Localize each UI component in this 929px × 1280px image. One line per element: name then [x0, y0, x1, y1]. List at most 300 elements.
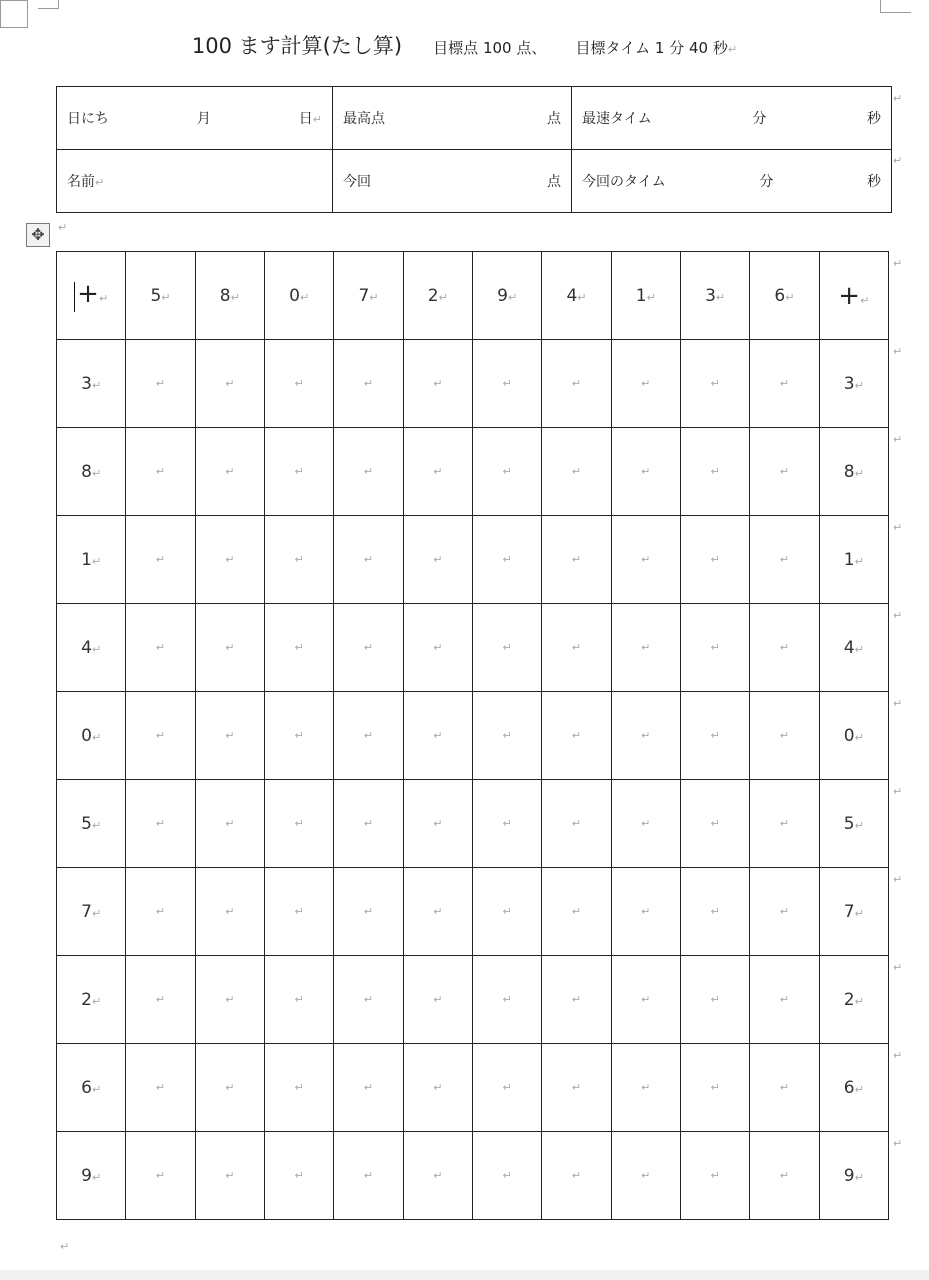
- best-time-minute-unit: 分: [752, 111, 767, 127]
- paragraph-mark-icon: ↵: [91, 1082, 102, 1096]
- row-header-cell-right[interactable]: [819, 1132, 888, 1220]
- paragraph-mark-icon: ↵: [433, 817, 443, 830]
- row-number: 4: [81, 637, 92, 658]
- current-score-unit: 点: [547, 174, 561, 190]
- row-header-cell[interactable]: [57, 868, 126, 956]
- paragraph-mark-icon: ↵: [91, 378, 102, 392]
- header-number: 9: [497, 285, 508, 306]
- answer-cell[interactable]: [195, 428, 264, 516]
- paragraph-mark-icon: ↵: [433, 729, 443, 742]
- answer-cell[interactable]: [472, 956, 541, 1044]
- paragraph-mark-icon: ↵: [91, 466, 102, 480]
- current-time-second-unit: 秒: [866, 174, 881, 190]
- answer-cell[interactable]: [334, 956, 403, 1044]
- row-header-cell-right[interactable]: [819, 516, 888, 604]
- paragraph-mark-icon: ↵: [155, 993, 166, 1006]
- paragraph-mark-icon: ↵: [715, 290, 726, 304]
- best-score-cell[interactable]: [333, 87, 572, 150]
- answer-cell[interactable]: [750, 780, 819, 868]
- row-number-right: 6: [843, 1077, 855, 1098]
- answer-cell[interactable]: [611, 428, 680, 516]
- paragraph-mark-icon: ↵: [779, 641, 790, 654]
- row-number: 8: [81, 461, 92, 482]
- grid-header-cell[interactable]: [680, 252, 749, 340]
- current-time-minute-unit: 分: [759, 174, 774, 190]
- title-main: 100 ます計算(たし算): [191, 34, 403, 58]
- paragraph-mark-icon: ↵: [710, 993, 720, 1006]
- grid-row: [57, 340, 889, 428]
- answer-cell[interactable]: [680, 516, 749, 604]
- paragraph-mark-icon: ↵: [155, 817, 166, 830]
- paragraph-mark-icon: ↵: [641, 1081, 651, 1094]
- answer-cell[interactable]: [403, 604, 472, 692]
- answer-cell[interactable]: [542, 692, 611, 780]
- answer-cell[interactable]: [472, 1132, 541, 1220]
- best-time-second-unit: 秒: [866, 111, 881, 127]
- answer-cell[interactable]: [472, 692, 541, 780]
- answer-cell[interactable]: [195, 868, 264, 956]
- paragraph-mark-icon: ↵: [363, 641, 374, 654]
- row-header-cell[interactable]: [57, 692, 126, 780]
- goal-score-text: 目標点 100 点、: [433, 39, 547, 57]
- grid-row: [57, 1044, 889, 1132]
- paragraph-mark-icon: ↵: [710, 553, 720, 566]
- paragraph-mark-icon: ↵: [710, 817, 720, 830]
- answer-cell[interactable]: [334, 868, 403, 956]
- paragraph-mark-icon: ↵: [893, 521, 903, 534]
- paragraph-mark-icon: ↵: [893, 1137, 903, 1150]
- row-number: 7: [81, 901, 92, 922]
- paragraph-mark-icon: ↵: [433, 905, 443, 918]
- best-time-cell[interactable]: [572, 87, 892, 150]
- answer-cell[interactable]: [611, 1132, 680, 1220]
- paragraph-mark-icon: ↵: [91, 994, 102, 1008]
- answer-cell[interactable]: [542, 516, 611, 604]
- grid-header-cell[interactable]: [611, 252, 680, 340]
- paragraph-mark-icon: ↵: [225, 993, 235, 1006]
- paragraph-mark-icon: ↵: [854, 906, 864, 920]
- answer-cell[interactable]: [264, 428, 333, 516]
- table-resize-handle[interactable]: [0, 0, 28, 28]
- paragraph-mark-icon: ↵: [155, 465, 166, 478]
- row-number: 9: [81, 1165, 92, 1186]
- paragraph-mark-icon: ↵: [641, 465, 651, 478]
- paragraph-mark-icon: ↵: [893, 697, 903, 710]
- answer-cell[interactable]: [403, 868, 472, 956]
- answer-cell[interactable]: [126, 604, 195, 692]
- paragraph-mark-icon: ↵: [641, 905, 651, 918]
- answer-cell[interactable]: [195, 604, 264, 692]
- paragraph-mark-icon: ↵: [433, 641, 443, 654]
- info-table: [56, 86, 892, 213]
- answer-cell[interactable]: [680, 780, 749, 868]
- paragraph-mark-icon: ↵: [225, 729, 235, 742]
- answer-cell[interactable]: [542, 1132, 611, 1220]
- paragraph-mark-icon: ↵: [299, 290, 310, 304]
- answer-cell[interactable]: [542, 340, 611, 428]
- answer-cell[interactable]: [195, 516, 264, 604]
- answer-cell[interactable]: [472, 1044, 541, 1132]
- table-move-handle-icon[interactable]: ✥: [26, 223, 50, 247]
- grid-corner-cell[interactable]: [57, 252, 126, 340]
- row-header-cell-right[interactable]: [819, 692, 888, 780]
- paragraph-mark-icon: ↵: [155, 1081, 166, 1094]
- row-number-right: 9: [843, 1165, 855, 1186]
- paragraph-mark-icon: ↵: [710, 1081, 720, 1094]
- paragraph-mark-icon: ↵: [91, 554, 102, 568]
- answer-cell[interactable]: [680, 1044, 749, 1132]
- answer-cell[interactable]: [611, 956, 680, 1044]
- answer-cell[interactable]: [750, 428, 819, 516]
- answer-cell[interactable]: [403, 1132, 472, 1220]
- paragraph-mark-icon: ↵: [779, 465, 790, 478]
- paragraph-mark-icon: ↵: [502, 1081, 512, 1094]
- answer-cell[interactable]: [334, 1044, 403, 1132]
- paragraph-mark-icon: ↵: [854, 730, 864, 744]
- page-corner-mark-top-left: [38, 0, 59, 9]
- answer-cell[interactable]: [680, 956, 749, 1044]
- row-header-cell-right[interactable]: [819, 428, 888, 516]
- paragraph-mark-icon: ↵: [363, 905, 374, 918]
- answer-cell[interactable]: [264, 1044, 333, 1132]
- answer-cell[interactable]: [195, 1132, 264, 1220]
- row-header-cell-right[interactable]: [819, 868, 888, 956]
- row-header-cell[interactable]: [57, 604, 126, 692]
- answer-cell[interactable]: [195, 956, 264, 1044]
- paragraph-mark-icon: ↵: [571, 553, 582, 566]
- paragraph-mark-icon: ↵: [641, 1169, 651, 1182]
- paragraph-mark-icon: ↵: [779, 377, 790, 390]
- paragraph-mark-icon: ↵: [363, 465, 374, 478]
- answer-cell[interactable]: [264, 516, 333, 604]
- answer-cell[interactable]: [472, 868, 541, 956]
- paragraph-mark-icon: ↵: [854, 1170, 864, 1184]
- document-title: [0, 30, 929, 60]
- grid-header-cell[interactable]: [403, 252, 472, 340]
- paragraph-mark-icon: ↵: [860, 293, 870, 307]
- paragraph-mark-icon: ↵: [779, 817, 790, 830]
- answer-cell[interactable]: [472, 604, 541, 692]
- answer-cell[interactable]: [126, 1044, 195, 1132]
- row-header-cell[interactable]: [57, 956, 126, 1044]
- paragraph-mark-icon: ↵: [571, 729, 582, 742]
- paragraph-mark-icon: ↵: [571, 641, 582, 654]
- paragraph-mark-icon: ↵: [161, 290, 171, 304]
- paragraph-mark-icon: ↵: [710, 905, 720, 918]
- row-header-cell[interactable]: [57, 340, 126, 428]
- paragraph-mark-icon: ↵: [710, 641, 720, 654]
- answer-cell[interactable]: [750, 604, 819, 692]
- paragraph-mark-icon: ↵: [438, 290, 448, 304]
- paragraph-mark-icon: ↵: [893, 345, 903, 358]
- row-header-cell-right[interactable]: [819, 340, 888, 428]
- answer-cell[interactable]: [750, 868, 819, 956]
- row-number-right: 7: [843, 901, 855, 922]
- paragraph-mark-icon: ↵: [854, 554, 864, 568]
- paragraph-mark-icon: ↵: [155, 729, 166, 742]
- paragraph-mark-icon: ↵: [433, 1081, 443, 1094]
- row-number-right: 4: [843, 637, 855, 658]
- paragraph-mark-icon: ↵: [95, 176, 105, 189]
- paragraph-mark-icon: ↵: [363, 817, 374, 830]
- paragraph-mark-icon: ↵: [91, 818, 102, 832]
- paragraph-mark-icon: ↵: [363, 377, 374, 390]
- answer-cell[interactable]: [472, 516, 541, 604]
- paragraph-mark-icon: ↵: [727, 43, 738, 56]
- paragraph-mark-icon: ↵: [710, 377, 720, 390]
- row-header-cell-right[interactable]: [819, 956, 888, 1044]
- answer-cell[interactable]: [750, 692, 819, 780]
- grid-header-cell[interactable]: [264, 252, 333, 340]
- answer-cell[interactable]: [403, 428, 472, 516]
- paragraph-mark-icon: ↵: [58, 221, 68, 234]
- paragraph-mark-icon: ↵: [433, 1169, 443, 1182]
- answer-cell[interactable]: [126, 340, 195, 428]
- row-number-right: 3: [843, 373, 855, 394]
- paragraph-mark-icon: ↵: [225, 1169, 235, 1182]
- grid-header-cell[interactable]: [334, 252, 403, 340]
- answer-cell[interactable]: [334, 604, 403, 692]
- paragraph-mark-icon: ↵: [225, 553, 235, 566]
- answer-cell[interactable]: [334, 340, 403, 428]
- row-header-cell-right[interactable]: [819, 780, 888, 868]
- answer-cell[interactable]: [126, 868, 195, 956]
- answer-cell[interactable]: [472, 340, 541, 428]
- paragraph-mark-icon: ↵: [502, 553, 512, 566]
- paragraph-mark-icon: ↵: [571, 817, 582, 830]
- grid-row: [57, 868, 889, 956]
- grid-header-cell[interactable]: [542, 252, 611, 340]
- paragraph-mark-icon: ↵: [641, 817, 651, 830]
- calculation-grid: [56, 251, 889, 1220]
- answer-cell[interactable]: [472, 428, 541, 516]
- paragraph-mark-icon: ↵: [641, 377, 651, 390]
- answer-cell[interactable]: [542, 868, 611, 956]
- answer-cell[interactable]: [264, 340, 333, 428]
- row-header-cell[interactable]: [57, 428, 126, 516]
- paragraph-mark-icon: ↵: [571, 905, 582, 918]
- name-cell[interactable]: [57, 150, 333, 213]
- answer-cell[interactable]: [403, 516, 472, 604]
- best-score-label: 最高点: [343, 111, 385, 127]
- answer-cell[interactable]: [542, 1044, 611, 1132]
- row-header-cell[interactable]: [57, 1132, 126, 1220]
- paragraph-mark-icon: ↵: [854, 378, 864, 392]
- answer-cell[interactable]: [334, 692, 403, 780]
- answer-cell[interactable]: [403, 780, 472, 868]
- paragraph-mark-icon: ↵: [294, 1081, 304, 1094]
- answer-cell[interactable]: [195, 780, 264, 868]
- grid-header-cell[interactable]: [472, 252, 541, 340]
- answer-cell[interactable]: [611, 516, 680, 604]
- date-cell[interactable]: [57, 87, 333, 150]
- answer-cell[interactable]: [264, 956, 333, 1044]
- paragraph-mark-icon: ↵: [779, 993, 790, 1006]
- answer-cell[interactable]: [611, 868, 680, 956]
- grid-row: [57, 780, 889, 868]
- answer-cell[interactable]: [750, 516, 819, 604]
- answer-cell[interactable]: [542, 428, 611, 516]
- answer-cell[interactable]: [403, 956, 472, 1044]
- paragraph-mark-icon: ↵: [893, 1049, 903, 1062]
- row-number-right: 0: [843, 725, 855, 746]
- paragraph-mark-icon: ↵: [363, 1169, 374, 1182]
- row-number: 5: [81, 813, 92, 834]
- paragraph-mark-icon: ↵: [502, 993, 512, 1006]
- answer-cell[interactable]: [750, 340, 819, 428]
- paragraph-mark-icon: ↵: [502, 729, 512, 742]
- current-score-label: 今回: [343, 174, 371, 190]
- row-header-cell[interactable]: [57, 1044, 126, 1132]
- paragraph-mark-icon: ↵: [369, 290, 379, 304]
- paragraph-mark-icon: ↵: [893, 154, 903, 167]
- paragraph-mark-icon: ↵: [433, 377, 443, 390]
- answer-cell[interactable]: [611, 604, 680, 692]
- answer-cell[interactable]: [126, 956, 195, 1044]
- day-label: 日: [298, 111, 313, 127]
- paragraph-mark-icon: ↵: [294, 905, 304, 918]
- paragraph-mark-icon: ↵: [155, 905, 166, 918]
- current-time-cell[interactable]: [572, 150, 892, 213]
- answer-cell[interactable]: [403, 340, 472, 428]
- paragraph-mark-icon: ↵: [91, 730, 102, 744]
- answer-cell[interactable]: [472, 780, 541, 868]
- grid-header-cell[interactable]: [126, 252, 195, 340]
- answer-cell[interactable]: [750, 1044, 819, 1132]
- paragraph-mark-icon: ↵: [571, 1169, 582, 1182]
- answer-cell[interactable]: [542, 604, 611, 692]
- answer-cell[interactable]: [264, 1132, 333, 1220]
- grid-header-cell[interactable]: [195, 252, 264, 340]
- answer-cell[interactable]: [264, 604, 333, 692]
- header-number: 0: [289, 285, 300, 306]
- header-number: 5: [150, 285, 162, 306]
- paragraph-mark-icon: ↵: [225, 905, 235, 918]
- paragraph-mark-icon: ↵: [294, 993, 304, 1006]
- row-number-right: 5: [843, 813, 855, 834]
- paragraph-mark-icon: ↵: [230, 290, 240, 304]
- answer-cell[interactable]: [611, 340, 680, 428]
- header-number: 7: [358, 285, 370, 306]
- answer-cell[interactable]: [611, 1044, 680, 1132]
- answer-cell[interactable]: [611, 692, 680, 780]
- paragraph-mark-icon: ↵: [363, 1081, 374, 1094]
- paragraph-mark-icon: ↵: [225, 465, 235, 478]
- header-number: 3: [705, 285, 716, 306]
- answer-cell[interactable]: [264, 868, 333, 956]
- answer-cell[interactable]: [542, 956, 611, 1044]
- answer-cell[interactable]: [126, 1132, 195, 1220]
- answer-cell[interactable]: [195, 1044, 264, 1132]
- row-header-cell[interactable]: [57, 516, 126, 604]
- answer-cell[interactable]: [680, 428, 749, 516]
- paragraph-mark-icon: ↵: [571, 993, 582, 1006]
- paragraph-mark-icon: ↵: [646, 290, 656, 304]
- answer-cell[interactable]: [611, 780, 680, 868]
- row-number-right: 8: [843, 461, 855, 482]
- answer-cell[interactable]: [195, 340, 264, 428]
- grid-row: [57, 956, 889, 1044]
- grid-row: [57, 516, 889, 604]
- answer-cell[interactable]: [126, 428, 195, 516]
- current-time-label: 今回のタイム: [582, 174, 666, 190]
- grid-corner-cell-right[interactable]: [819, 252, 888, 340]
- paragraph-mark-icon: ↵: [710, 1169, 720, 1182]
- row-number: 3: [81, 373, 92, 394]
- paragraph-mark-icon: ↵: [155, 1169, 166, 1182]
- paragraph-mark-icon: ↵: [854, 642, 864, 656]
- text-cursor: [74, 282, 75, 312]
- answer-cell[interactable]: [750, 956, 819, 1044]
- answer-cell[interactable]: [334, 780, 403, 868]
- answer-cell[interactable]: [334, 516, 403, 604]
- answer-cell[interactable]: [334, 428, 403, 516]
- row-header-cell-right[interactable]: [819, 604, 888, 692]
- paragraph-mark-icon: ↵: [363, 553, 374, 566]
- paragraph-mark-icon: ↵: [779, 553, 790, 566]
- answer-cell[interactable]: [403, 1044, 472, 1132]
- paragraph-mark-icon: ↵: [641, 553, 651, 566]
- answer-cell[interactable]: [334, 1132, 403, 1220]
- current-score-cell[interactable]: [333, 150, 572, 213]
- paragraph-mark-icon: ↵: [893, 961, 903, 974]
- paragraph-mark-icon: ↵: [155, 553, 166, 566]
- answer-cell[interactable]: [126, 516, 195, 604]
- paragraph-mark-icon: ↵: [893, 92, 903, 105]
- paragraph-mark-icon: ↵: [433, 553, 443, 566]
- header-number: 4: [566, 285, 578, 306]
- answer-cell[interactable]: [126, 780, 195, 868]
- row-header-cell-right[interactable]: [819, 1044, 888, 1132]
- paragraph-mark-icon: ↵: [893, 433, 903, 446]
- paragraph-mark-icon: ↵: [225, 377, 235, 390]
- answer-cell[interactable]: [264, 780, 333, 868]
- paragraph-mark-icon: ↵: [785, 290, 795, 304]
- page-corner-mark-top-right: [880, 0, 911, 13]
- paragraph-mark-icon: ↵: [294, 729, 304, 742]
- answer-cell[interactable]: [680, 340, 749, 428]
- paragraph-mark-icon: ↵: [60, 1240, 70, 1253]
- grid-header-cell[interactable]: [750, 252, 819, 340]
- grid-header-row: [57, 252, 889, 340]
- answer-cell[interactable]: [542, 780, 611, 868]
- paragraph-mark-icon: ↵: [893, 257, 903, 270]
- answer-cell[interactable]: [680, 868, 749, 956]
- row-header-cell[interactable]: [57, 780, 126, 868]
- paragraph-mark-icon: ↵: [577, 290, 587, 304]
- paragraph-mark-icon: ↵: [155, 641, 166, 654]
- page-bottom-edge: [0, 1270, 929, 1280]
- answer-cell[interactable]: [750, 1132, 819, 1220]
- grid-row: [57, 1132, 889, 1220]
- paragraph-mark-icon: ↵: [294, 553, 304, 566]
- paragraph-mark-icon: ↵: [893, 873, 903, 886]
- paragraph-mark-icon: ↵: [502, 377, 512, 390]
- paragraph-mark-icon: ↵: [294, 817, 304, 830]
- paragraph-mark-icon: ↵: [779, 1081, 790, 1094]
- grid-row: [57, 428, 889, 516]
- answer-cell[interactable]: [680, 1132, 749, 1220]
- paragraph-mark-icon: ↵: [854, 818, 864, 832]
- answer-cell[interactable]: [126, 692, 195, 780]
- answer-cell[interactable]: [680, 604, 749, 692]
- answer-cell[interactable]: [403, 692, 472, 780]
- answer-cell[interactable]: [680, 692, 749, 780]
- paragraph-mark-icon: ↵: [641, 993, 651, 1006]
- paragraph-mark-icon: ↵: [433, 465, 443, 478]
- answer-cell[interactable]: [264, 692, 333, 780]
- answer-cell[interactable]: [195, 692, 264, 780]
